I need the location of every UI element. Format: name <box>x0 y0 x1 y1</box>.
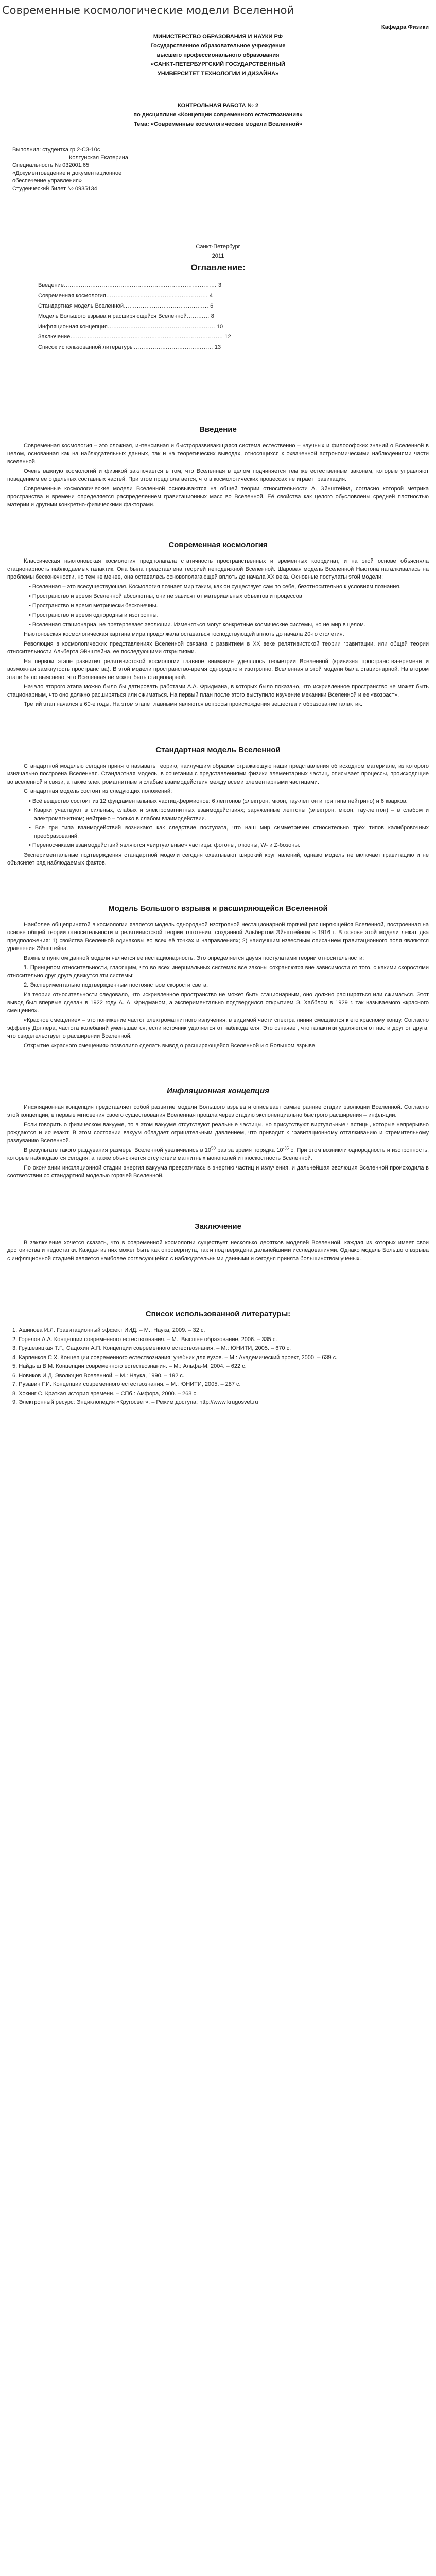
reference-item: 3. Грушевицкая Т.Г., Садохин А.П. Концепции современного естествознания. – М.: ЮНИТИ, 2005. – 670 с. <box>12 1345 291 1351</box>
paragraph: Начало второго этапа можно было бы датировать работами А.А. Фридмана, в которых было показано, что искривленное пространство не может быть стационарным, что оно должно расширяться или сжиматься. На первый план после этого выступило изучение механики Вселенной и ее «возраст». <box>7 684 429 698</box>
section-paragraphs <box>7 557 429 709</box>
list-item: • Переносчиками взаимодействий являются «виртуальные» частицы: фотоны, глюоны, W- и Z-бозоны. <box>29 842 301 849</box>
student-info <box>7 146 429 193</box>
header-line: Государственное образовательное учреждение <box>150 43 286 49</box>
reference-item: 4. Карпенков С.Х. Концепции современного естествознания: учебник для вузов. – М.: Академический проект, 2000. – 639 с. <box>12 1354 338 1361</box>
toc-list <box>7 280 429 352</box>
city: Санкт-Петербург <box>196 244 240 250</box>
student-line: «Документоведение и документационное <box>12 170 122 176</box>
work-discipline: по дисциплине «Концепции современного естествознания» <box>133 112 303 118</box>
paragraph: Открытие «красного смещения» позволило сделать вывод о расширяющейся Вселенной и о Большом взрыве. <box>24 1042 317 1049</box>
document-body <box>0 23 436 1407</box>
section-title: Введение <box>199 425 237 434</box>
work-title: КОНТРОЛЬНАЯ РАБОТА № 2 <box>177 103 259 109</box>
section-references <box>7 1309 429 1407</box>
reference-item: 2. Горелов А.А. Концепции современного естествознания. – М.: Высшее образование, 2006. – 335 с. <box>12 1336 277 1343</box>
toc-title: Оглавление: <box>190 263 246 273</box>
year: 2011 <box>212 253 224 259</box>
header-line: УНИВЕРСИТЕТ ТЕХНОЛОГИИ И ДИЗАЙНА» <box>157 71 279 77</box>
student-line: Выполнил: студентка гр.2-С3-10с <box>12 147 100 153</box>
section-standard-model <box>7 745 429 868</box>
paragraph: В заключение хочется сказать, что в современной космологии существует несколько десятков моделей Вселенной, каждая из которых имеет свои достоинства и недостатки. Каждая из них может быть как опровергнута, так и подтверждена дальнейшими исследованиями. Однако модель Большого взрыва с инфляционной стадией является наиболее согласующейся с наблюдательными данными и сегодня принята большинством ученых. <box>7 1239 429 1262</box>
student-line: обеспечение управления» <box>12 178 82 184</box>
header-line: высшего профессионального образования <box>156 52 280 58</box>
toc-item[interactable]: Современная космология……………………………………………… 4 <box>38 293 213 299</box>
paragraph: 1. Принципом относительности, гласящим, что во всех инерциальных системах все законы сохраняются вне зависимости от того, с какими скоростями относительно друг друга движутся эти системы; <box>7 964 429 979</box>
department-label: Кафедра Физики <box>381 24 429 30</box>
reference-list <box>7 1327 429 1407</box>
reference-item: 6. Новиков И.Д. Эволюция Вселенной. – М.: Наука, 1990. – 192 с. <box>12 1372 184 1379</box>
reference-item: 7. Рузавин Г.И. Концепции современного естествознания. – М.: ЮНИТИ, 2005. – 287 с. <box>12 1381 241 1387</box>
paragraph: Современная космология – это сложная, интенсивная и быстроразвивающаяся система естественно – научных и философских знаний о Вселенной в целом, основанная как на наблюдательных данных, так и на теоретических выводах, относящихся к охваченной астрономическими наблюдениями части вселенной. <box>7 443 429 465</box>
section-title: Стандартная модель Вселенной <box>155 745 281 754</box>
paragraph: В результате такого раздувания размеры Вселенной увеличились в $10^{50}$ раз за время порядка $10^{-35}$ с. При этом возникли однородность и изотропность, которые наблюдаются сегодня, а также объясняется отсутствие магнитных монополей и плоскостность Вселенной. <box>7 1145 429 1161</box>
list-item: • Пространство и время однородны и изотропны. <box>29 612 159 618</box>
paragraph: Стандартной моделью сегодня принято называть теорию, наилучшим образом отражающую наши представления об исходном материале, из которого изначально построена Вселенная. Стандартная модель, в сочетании с представлениями физики элементарных частиц, описывает процессы, происходящие во вселенной и связи, а также электромагнитные и слабые взаимодействия между всеми элементарными частицами. <box>7 762 429 785</box>
reference-item: 1. Ашинова И.Л. Гравитационный эффект ИИД. – М.: Наука, 2009. – 32 с. <box>12 1327 205 1333</box>
paragraph: Очень важную космологий и физикой заключается в том, что Вселенная в целом подчиняется тем же естественным законам, которые управляют поведением ее отдельных составных частей. При этом предполагается, что в космологических процессах не играет гравитация. <box>7 468 429 482</box>
list-item: • Всё вещество состоит из 12 фундаментальных частиц-фермионов: 6 лептонов (электрон, мюон, тау-лептон и три типа нейтрино) и 6 кварков. <box>29 798 408 804</box>
paragraph: 2. Экспериментально подтвержденным постоянством скорости света. <box>24 982 208 988</box>
paragraph: «Красное смещение» – это понижение частот электромагнитного излучения: в видимой части спектра линии смещаются к его красному концу. Согласно эффекту Доплера, частота колебаний уменьшается, если источник удаляется от наблюдателя. Это означает, что галактики удаляются от нас и друг от друга, что свидетельствует о расширении Вселенной. <box>7 1017 429 1039</box>
paragraph: Важным пунктом данной модели является ее нестационарность. Это определяется двумя постулатами теории относительности: <box>24 955 364 961</box>
section-cosmology <box>7 540 429 709</box>
section-paragraphs <box>7 1104 429 1180</box>
paragraph: Стандартная модель состоит из следующих положений: <box>24 788 172 794</box>
list-item: • Вселенная – это всесуществующая. Космология познает мир таким, как он существует сам по себе, безотносительно к условиям познания. <box>29 583 401 590</box>
section-paragraphs <box>7 442 429 509</box>
section-title: Заключение <box>195 1222 241 1231</box>
section-conclusion <box>7 1222 429 1263</box>
paragraph: Из теории относительности следовало, что искривленное пространство не может быть стационарным, оно должно расширяться или сжиматься. Этот вывод был впервые сделан в 1922 году А. А. Фридманом, а экспериментально подтвердился открытием Э. Хабблом в 1929 г. так называемого «красного смещения». <box>7 991 429 1014</box>
list-item: • Все три типа взаимодействий возникают как следствие постулата, что наш мир симметричен относительно трёх типов калибровочных преобразований. <box>29 825 429 839</box>
paragraph: Классическая ньютоновская космология предполагала статичность пространственных и временных координат, и на этой основе объясняла стационарность наблюдаемых галактик. Она была представлена теорией неподвижной Вселенной. Шаровая модель Вселенной Ньютона наталкивалась на проблемы бесконечности, но тем не менее, она оставалась основополагающей вплоть до начала ХХ века. Основные постулаты этой модели: <box>7 558 429 580</box>
toc-item[interactable]: Стандартная модель Вселенной……………………………………… 6 <box>38 303 214 309</box>
paragraph: На первом этапе развития релятивистской космологии главное внимание уделялось геометрии Вселенной (кривизна пространства-времени и возможная замкнутость пространства). В этой модели пространство-время однородно и изотропно. Вселенная в этой модели была стационарной. На втором этапе было выяснено, что Вселенная не может быть стационарной. <box>7 658 429 681</box>
list-item: • Кварки участвуют в сильных, слабых и электромагнитных взаимодействиях; заряженные лептоны (электрон, мюон, тау-лептон) – в слабом и электромагнитном; нейтрино – только в слабом взаимодействии. <box>29 807 429 822</box>
section-title: Модель Большого взрыва и расширяющейся Вселенной <box>108 904 328 913</box>
toc-item[interactable]: Введение……………………………………………………………………… 3 <box>38 282 221 289</box>
section-paragraphs <box>7 1239 429 1263</box>
reference-item: 8. Хокинг С. Краткая история времени. – СПб.: Амфора, 2000. – 268 с. <box>12 1390 198 1397</box>
reference-item: 5. Найдыш В.М. Концепции современного естествознания. – М.: Альфа-М, 2004. – 622 с. <box>12 1363 247 1369</box>
paragraph: Третий этап начался в 60-е годы. На этом этапе главными являются вопросы происхождения вещества и образование галактик. <box>24 701 363 707</box>
paragraph: Современные космологические модели Вселенной основываются на общей теории относительности А. Эйнштейна, согласно которой метрика пространства и времени определяется распределением гравитационных масс во Вселенной. Её свойства как целого обусловлены средней плотностью материи и другими конкретно-физическими факторами. <box>7 485 429 508</box>
student-line: Студенческий билет № 0935134 <box>12 185 97 192</box>
paragraph: Наиболее общепринятой в космологии является модель однородной изотропной нестационарной горячей расширяющейся Вселенной, построенная на основе общей теории относительности и релятивистской теории тяготения, созданной Альбертом Эйнштейном в 1916 г. В основе этой модели лежат два предположения: 1) свойства Вселенной одинаковы во всех её точках и направлениях; 2) наилучшим известным описанием гравитационного поля являются уравнения Эйнштейна. <box>7 921 429 952</box>
header-line: «САНКТ-ПЕТЕРБУРГСКИЙ ГОСУДАРСТВЕННЫЙ <box>151 61 285 67</box>
toc-item[interactable]: Инфляционная концепция………………………………………………… 10 <box>38 324 223 330</box>
paragraph: Инфляционная концепция представляет собой развитие модели Большого взрыва и описывает самые ранние стадии эволюции Вселенной. Согласно этой концепции, в первые мгновения своего существования Вселенная прошла через стадию экспоненциально быстрого расширения – инфляции. <box>7 1104 429 1118</box>
section-big-bang <box>7 904 429 1050</box>
paragraph: Ньютоновская космологическая картина мира продолжала оставаться господствующей вплоть до начала 20-го столетия. <box>24 631 344 637</box>
student-name: Колтунская Екатерина <box>69 155 128 161</box>
section-inflation <box>7 1086 429 1180</box>
paragraph: По окончании инфляционной стадии энергия вакуума превратилась в энергию частиц и излучения, и дальнейшая эволюция Вселенной происходила в соответствии со стандартной моделью горячей Вселенной. <box>7 1164 429 1179</box>
list-item: • Вселенная стационарна, не претерпевает эволюции. Изменяться могут конкретные космические системы, но не мир в целом. <box>29 621 365 628</box>
list-item: • Пространство и время метрически бесконечны. <box>29 602 158 609</box>
section-paragraphs <box>7 762 429 868</box>
section-title: Современная космология <box>168 540 268 549</box>
list-item: • Пространство и время Вселенной абсолютны, они не зависят от материальных объектов и процессов <box>29 593 302 599</box>
paragraph: Экспериментальные подтверждения стандартной модели сегодня охватывают широкий круг явлений, однако модель не включает гравитацию и не объясняет ряд наблюдаемых фактов. <box>7 852 429 866</box>
section-intro <box>7 425 429 509</box>
paragraph: Если говорить о физическом вакууме, то в этом вакууме отсутствуют реальные частицы, но присутствуют виртуальные частицы, которые непрерывно рождаются и исчезают. В этом состоянии вакуум обладает отрицательным давлением, что приводит к гравитационному отталкиванию и стремительному раздуванию Вселенной. <box>7 1122 429 1144</box>
section-title: Список использованной литературы: <box>145 1310 291 1318</box>
toc-item[interactable]: Заключение……………………………………………………………………… 12 <box>38 334 231 340</box>
toc-item[interactable]: Список использованной литературы…………………………………… 13 <box>38 344 221 350</box>
student-line: Специальность № 032001.65 <box>12 162 90 168</box>
header-line: МИНИСТЕРСТВО ОБРАЗОВАНИЯ И НАУКИ РФ <box>153 33 283 40</box>
section-title: Инфляционная концепция <box>167 1087 269 1095</box>
page-title: Современные космологические модели Вселенной <box>2 4 294 16</box>
toc-item[interactable]: Модель Большого взрыва и расширяющейся Вселенной………… 8 <box>38 313 214 319</box>
work-topic: Тема: «Современные космологические модели Вселенной» <box>133 121 303 127</box>
reference-item: 9. Электронный ресурс: Энциклопедия «Кругосвет». – Режим доступа: http://www.krugosvet.ru <box>12 1399 258 1405</box>
paragraph: Революция в космологических представлениях Вселенной связана с развитием в ХХ веке релятивистской теории гравитации, или общей теории относительности Альберта Эйнштейна, ее последующими открытиями. <box>7 640 429 655</box>
section-paragraphs <box>7 921 429 1050</box>
